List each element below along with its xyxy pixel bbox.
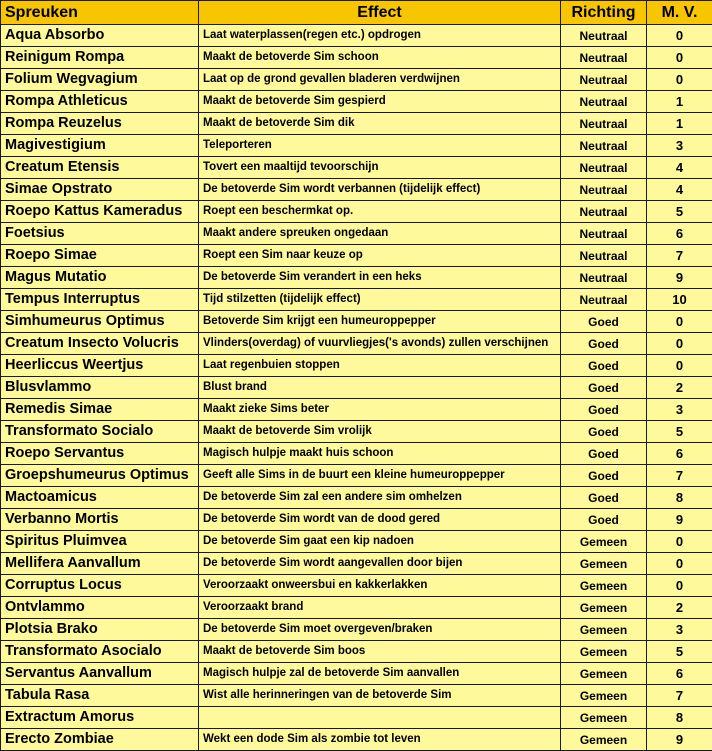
spell-mv: 3 [647,619,712,641]
spell-direction: Neutraal [561,25,647,47]
spell-effect: Wist alle herinneringen van de betoverde Sim [199,685,561,707]
spell-mv: 7 [647,465,712,487]
spell-direction: Neutraal [561,157,647,179]
spell-direction: Neutraal [561,69,647,91]
spell-effect: De betoverde Sim moet overgeven/braken [199,619,561,641]
spell-mv: 0 [647,575,712,597]
spell-effect: De betoverde Sim wordt verbannen (tijdelijk effect) [199,179,561,201]
spell-direction: Neutraal [561,245,647,267]
spell-direction: Neutraal [561,113,647,135]
spell-effect: Roept een beschermkat op. [199,201,561,223]
header-spell: Spreuken [1,1,199,25]
spell-name: Spiritus Pluimvea [1,531,199,553]
spell-mv: 0 [647,47,712,69]
spell-effect: Magisch hulpje maakt huis schoon [199,443,561,465]
spell-name: Heerliccus Weertjus [1,355,199,377]
table-row [1,399,712,421]
spell-name: Simae Opstrato [1,179,199,201]
spell-name: Aqua Absorbo [1,25,199,47]
table-row [1,531,712,553]
spell-effect: De betoverde Sim wordt van de dood gered [199,509,561,531]
spell-effect: Tovert een maaltijd tevoorschijn [199,157,561,179]
table-row [1,729,712,751]
spell-name: Blusvlammo [1,377,199,399]
spell-direction: Goed [561,355,647,377]
spell-name: Tempus Interruptus [1,289,199,311]
header-mv: M. V. [647,1,712,25]
spell-name: Roepo Servantus [1,443,199,465]
spell-effect: Roept een Sim naar keuze op [199,245,561,267]
spell-name: Extractum Amorus [1,707,199,729]
table-row [1,465,712,487]
table-row [1,223,712,245]
spell-direction: Goed [561,465,647,487]
spell-effect: Veroorzaakt onweersbui en kakkerlakken [199,575,561,597]
spell-mv: 7 [647,685,712,707]
spell-name: Foetsius [1,223,199,245]
spell-mv: 6 [647,223,712,245]
spell-name: Magivestigium [1,135,199,157]
spell-mv: 2 [647,597,712,619]
spell-mv: 1 [647,91,712,113]
table-row [1,69,712,91]
table-row [1,663,712,685]
table-row [1,157,712,179]
spell-direction: Goed [561,399,647,421]
spell-effect: Tijd stilzetten (tijdelijk effect) [199,289,561,311]
spell-name: Transformato Socialo [1,421,199,443]
table-row [1,289,712,311]
spell-name: Mactoamicus [1,487,199,509]
table-row [1,179,712,201]
table-row [1,47,712,69]
spell-name: Reinigum Rompa [1,47,199,69]
spell-effect [199,707,561,729]
table-row [1,333,712,355]
spell-mv: 4 [647,179,712,201]
spell-mv: 3 [647,135,712,157]
spell-mv: 5 [647,641,712,663]
spell-direction: Gemeen [561,641,647,663]
spell-direction: Gemeen [561,707,647,729]
table-row [1,245,712,267]
table-row [1,487,712,509]
table-row [1,553,712,575]
spell-direction: Gemeen [561,531,647,553]
spell-effect: Laat regenbuien stoppen [199,355,561,377]
table-row [1,641,712,663]
spell-direction: Gemeen [561,575,647,597]
table-row [1,443,712,465]
table-row [1,597,712,619]
spell-name: Mellifera Aanvallum [1,553,199,575]
spell-mv: 8 [647,707,712,729]
spell-mv: 0 [647,311,712,333]
spell-name: Folium Wegvagium [1,69,199,91]
spell-effect: Blust brand [199,377,561,399]
table-row [1,421,712,443]
spell-effect: Laat op de grond gevallen bladeren verdwijnen [199,69,561,91]
header-direction: Richting [561,1,647,25]
spell-direction: Neutraal [561,223,647,245]
table-row [1,201,712,223]
spell-mv: 8 [647,487,712,509]
spell-name: Verbanno Mortis [1,509,199,531]
spell-mv: 4 [647,157,712,179]
spell-name: Servantus Aanvallum [1,663,199,685]
spell-direction: Goed [561,377,647,399]
table-row [1,135,712,157]
spell-mv: 7 [647,245,712,267]
spell-name: Erecto Zombiae [1,729,199,751]
spell-direction: Neutraal [561,135,647,157]
spell-effect: Maakt zieke Sims beter [199,399,561,421]
spell-effect: Veroorzaakt brand [199,597,561,619]
header-row [1,1,712,25]
spell-mv: 0 [647,69,712,91]
table-row [1,311,712,333]
spell-effect: Betoverde Sim krijgt een humeuroppepper [199,311,561,333]
spell-direction: Neutraal [561,201,647,223]
spell-mv: 9 [647,729,712,751]
spell-effect: Vlinders(overdag) of vuurvliegjes('s avonds) zullen verschijnen [199,333,561,355]
spell-effect: Maakt de betoverde Sim boos [199,641,561,663]
spell-direction: Neutraal [561,47,647,69]
spell-effect: De betoverde Sim wordt aangevallen door bijen [199,553,561,575]
spell-name: Creatum Insecto Volucris [1,333,199,355]
spell-direction: Goed [561,487,647,509]
spell-effect: Maakt de betoverde Sim vrolijk [199,421,561,443]
table-row [1,355,712,377]
table-row [1,377,712,399]
spell-effect: De betoverde Sim zal een andere sim omhelzen [199,487,561,509]
table-row [1,509,712,531]
table-row [1,25,712,47]
spell-direction: Goed [561,311,647,333]
spell-effect: De betoverde Sim verandert in een heks [199,267,561,289]
table-row [1,91,712,113]
table-row [1,707,712,729]
table-row [1,619,712,641]
spell-direction: Goed [561,333,647,355]
header-effect: Effect [199,1,561,25]
spells-body [1,25,712,751]
spell-name: Plotsia Brako [1,619,199,641]
table-row [1,267,712,289]
spell-effect: Maakt de betoverde Sim schoon [199,47,561,69]
spell-mv: 9 [647,509,712,531]
spell-direction: Goed [561,443,647,465]
spell-mv: 3 [647,399,712,421]
spell-mv: 5 [647,421,712,443]
spell-mv: 0 [647,355,712,377]
spell-mv: 5 [647,201,712,223]
spell-direction: Gemeen [561,619,647,641]
spell-direction: Gemeen [561,663,647,685]
spell-mv: 1 [647,113,712,135]
spell-mv: 0 [647,333,712,355]
spell-name: Roepo Simae [1,245,199,267]
spell-name: Creatum Etensis [1,157,199,179]
spell-mv: 2 [647,377,712,399]
spell-mv: 6 [647,443,712,465]
spell-mv: 9 [647,267,712,289]
spell-mv: 6 [647,663,712,685]
spell-mv: 0 [647,531,712,553]
spell-name: Remedis Simae [1,399,199,421]
spell-name: Rompa Athleticus [1,91,199,113]
spell-effect: Maakt andere spreuken ongedaan [199,223,561,245]
spell-effect: Maakt de betoverde Sim gespierd [199,91,561,113]
spell-name: Roepo Kattus Kameradus [1,201,199,223]
spell-name: Corruptus Locus [1,575,199,597]
spell-name: Ontvlammo [1,597,199,619]
spell-effect: Magisch hulpje zal de betoverde Sim aanvallen [199,663,561,685]
spell-effect: Maakt de betoverde Sim dik [199,113,561,135]
spell-direction: Neutraal [561,179,647,201]
spell-direction: Goed [561,421,647,443]
spell-mv: 10 [647,289,712,311]
spell-mv: 0 [647,25,712,47]
spell-name: Rompa Reuzelus [1,113,199,135]
spell-name: Tabula Rasa [1,685,199,707]
spell-direction: Neutraal [561,91,647,113]
spell-direction: Neutraal [561,289,647,311]
spell-direction: Neutraal [561,267,647,289]
spell-effect: Wekt een dode Sim als zombie tot leven [199,729,561,751]
spell-name: Groepshumeurus Optimus [1,465,199,487]
spell-direction: Gemeen [561,597,647,619]
spell-effect: De betoverde Sim gaat een kip nadoen [199,531,561,553]
spell-name: Simhumeurus Optimus [1,311,199,333]
table-row [1,685,712,707]
spell-effect: Laat waterplassen(regen etc.) opdrogen [199,25,561,47]
spell-mv: 0 [647,553,712,575]
spell-effect: Geeft alle Sims in de buurt een kleine humeuroppepper [199,465,561,487]
spell-direction: Gemeen [561,685,647,707]
spell-name: Transformato Asocialo [1,641,199,663]
spell-direction: Goed [561,509,647,531]
spell-direction: Gemeen [561,553,647,575]
spell-effect: Teleporteren [199,135,561,157]
spell-direction: Gemeen [561,729,647,751]
spell-name: Magus Mutatio [1,267,199,289]
table-row [1,575,712,597]
table-row [1,113,712,135]
